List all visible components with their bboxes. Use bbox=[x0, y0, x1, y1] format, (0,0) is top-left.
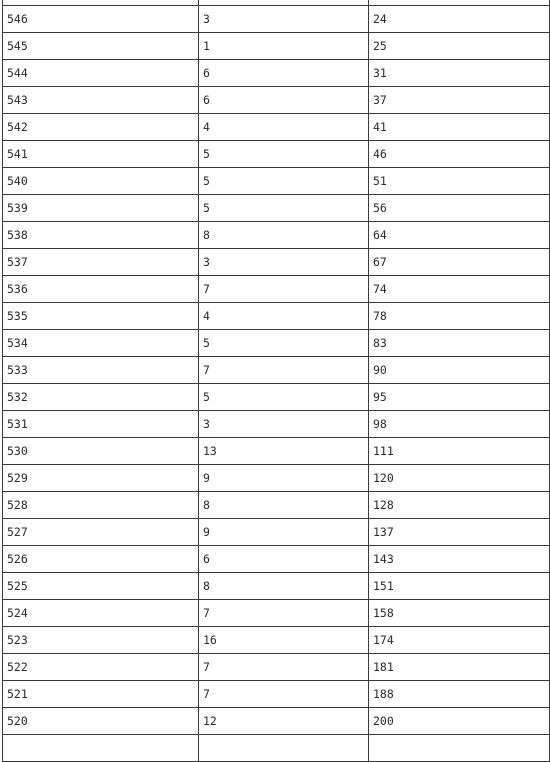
cumulative-cell: 83 bbox=[368, 330, 550, 356]
cumulative-cell: 41 bbox=[368, 114, 550, 140]
table-row bbox=[2, 168, 550, 195]
table-row bbox=[2, 438, 550, 465]
table-row bbox=[2, 519, 550, 546]
score-cell: 536 bbox=[2, 276, 198, 302]
count-cell: 4 bbox=[198, 303, 368, 329]
score-cell: 538 bbox=[2, 222, 198, 248]
table-row bbox=[2, 276, 550, 303]
count-cell: 12 bbox=[198, 708, 368, 734]
score-cell: 542 bbox=[2, 114, 198, 140]
cumulative-cell bbox=[368, 0, 550, 5]
count-cell: 5 bbox=[198, 168, 368, 194]
table-row bbox=[2, 114, 550, 141]
cumulative-cell: 90 bbox=[368, 357, 550, 383]
cumulative-cell: 137 bbox=[368, 519, 550, 545]
table-row bbox=[2, 6, 550, 33]
table-row bbox=[2, 33, 550, 60]
cumulative-cell: 181 bbox=[368, 654, 550, 680]
cumulative-cell: 64 bbox=[368, 222, 550, 248]
cumulative-cell: 95 bbox=[368, 384, 550, 410]
cumulative-cell: 37 bbox=[368, 87, 550, 113]
count-cell: 7 bbox=[198, 357, 368, 383]
cumulative-cell: 51 bbox=[368, 168, 550, 194]
table-row bbox=[2, 492, 550, 519]
score-cell: 546 bbox=[2, 6, 198, 32]
table-row bbox=[2, 60, 550, 87]
count-cell: 7 bbox=[198, 681, 368, 707]
count-cell: 6 bbox=[198, 546, 368, 572]
table-row bbox=[2, 222, 550, 249]
score-cell: 532 bbox=[2, 384, 198, 410]
cumulative-cell: 74 bbox=[368, 276, 550, 302]
score-cell: 520 bbox=[2, 708, 198, 734]
cumulative-cell: 200 bbox=[368, 708, 550, 734]
cumulative-cell: 24 bbox=[368, 6, 550, 32]
count-cell: 3 bbox=[198, 249, 368, 275]
table-row bbox=[2, 303, 550, 330]
cumulative-cell: 143 bbox=[368, 546, 550, 572]
table-row bbox=[2, 87, 550, 114]
score-cell: 533 bbox=[2, 357, 198, 383]
cumulative-cell: 25 bbox=[368, 33, 550, 59]
cumulative-cell: 188 bbox=[368, 681, 550, 707]
table-row bbox=[2, 357, 550, 384]
count-cell: 8 bbox=[198, 492, 368, 518]
count-cell: 5 bbox=[198, 195, 368, 221]
score-cell: 539 bbox=[2, 195, 198, 221]
cumulative-cell: 67 bbox=[368, 249, 550, 275]
score-cell: 521 bbox=[2, 681, 198, 707]
cumulative-cell bbox=[368, 735, 550, 761]
score-cell: 527 bbox=[2, 519, 198, 545]
score-cell: 524 bbox=[2, 600, 198, 626]
count-cell: 13 bbox=[198, 438, 368, 464]
count-cell: 3 bbox=[198, 6, 368, 32]
cumulative-cell: 128 bbox=[368, 492, 550, 518]
count-cell: 5 bbox=[198, 384, 368, 410]
score-cell: 530 bbox=[2, 438, 198, 464]
table-row bbox=[2, 654, 550, 681]
table-row bbox=[2, 141, 550, 168]
cumulative-cell: 120 bbox=[368, 465, 550, 491]
table-row bbox=[2, 330, 550, 357]
cumulative-cell: 31 bbox=[368, 60, 550, 86]
count-cell: 6 bbox=[198, 87, 368, 113]
table-row bbox=[2, 573, 550, 600]
score-cell: 525 bbox=[2, 573, 198, 599]
table-row bbox=[2, 249, 550, 276]
score-cell: 528 bbox=[2, 492, 198, 518]
cumulative-cell: 151 bbox=[368, 573, 550, 599]
count-cell: 7 bbox=[198, 654, 368, 680]
table-row bbox=[2, 735, 550, 762]
cumulative-cell: 78 bbox=[368, 303, 550, 329]
score-cell: 523 bbox=[2, 627, 198, 653]
count-cell: 5 bbox=[198, 330, 368, 356]
count-cell: 8 bbox=[198, 573, 368, 599]
count-cell bbox=[198, 735, 368, 761]
count-cell: 9 bbox=[198, 465, 368, 491]
count-cell: 1 bbox=[198, 33, 368, 59]
table-row bbox=[2, 681, 550, 708]
count-cell: 4 bbox=[198, 114, 368, 140]
score-cell: 522 bbox=[2, 654, 198, 680]
count-cell: 7 bbox=[198, 276, 368, 302]
cumulative-cell: 98 bbox=[368, 411, 550, 437]
count-cell: 9 bbox=[198, 519, 368, 545]
score-cell: 544 bbox=[2, 60, 198, 86]
table-row bbox=[2, 465, 550, 492]
score-table bbox=[2, 0, 550, 762]
score-cell: 526 bbox=[2, 546, 198, 572]
cumulative-cell: 56 bbox=[368, 195, 550, 221]
table-row bbox=[2, 411, 550, 438]
cumulative-cell: 46 bbox=[368, 141, 550, 167]
table-row bbox=[2, 627, 550, 654]
cumulative-cell: 158 bbox=[368, 600, 550, 626]
count-cell: 16 bbox=[198, 627, 368, 653]
score-cell: 541 bbox=[2, 141, 198, 167]
score-cell bbox=[2, 735, 198, 761]
score-cell: 540 bbox=[2, 168, 198, 194]
table-row bbox=[2, 384, 550, 411]
count-cell: 8 bbox=[198, 222, 368, 248]
table-row bbox=[2, 708, 550, 735]
cumulative-cell: 174 bbox=[368, 627, 550, 653]
count-cell: 7 bbox=[198, 600, 368, 626]
score-cell: 534 bbox=[2, 330, 198, 356]
score-cell: 529 bbox=[2, 465, 198, 491]
count-cell bbox=[198, 0, 368, 5]
count-cell: 5 bbox=[198, 141, 368, 167]
count-cell: 6 bbox=[198, 60, 368, 86]
table-row bbox=[2, 546, 550, 573]
score-cell: 537 bbox=[2, 249, 198, 275]
score-cell: 543 bbox=[2, 87, 198, 113]
count-cell: 3 bbox=[198, 411, 368, 437]
score-cell bbox=[2, 0, 198, 5]
table-row bbox=[2, 195, 550, 222]
cumulative-cell: 111 bbox=[368, 438, 550, 464]
score-cell: 531 bbox=[2, 411, 198, 437]
table-row bbox=[2, 600, 550, 627]
score-cell: 545 bbox=[2, 33, 198, 59]
score-cell: 535 bbox=[2, 303, 198, 329]
